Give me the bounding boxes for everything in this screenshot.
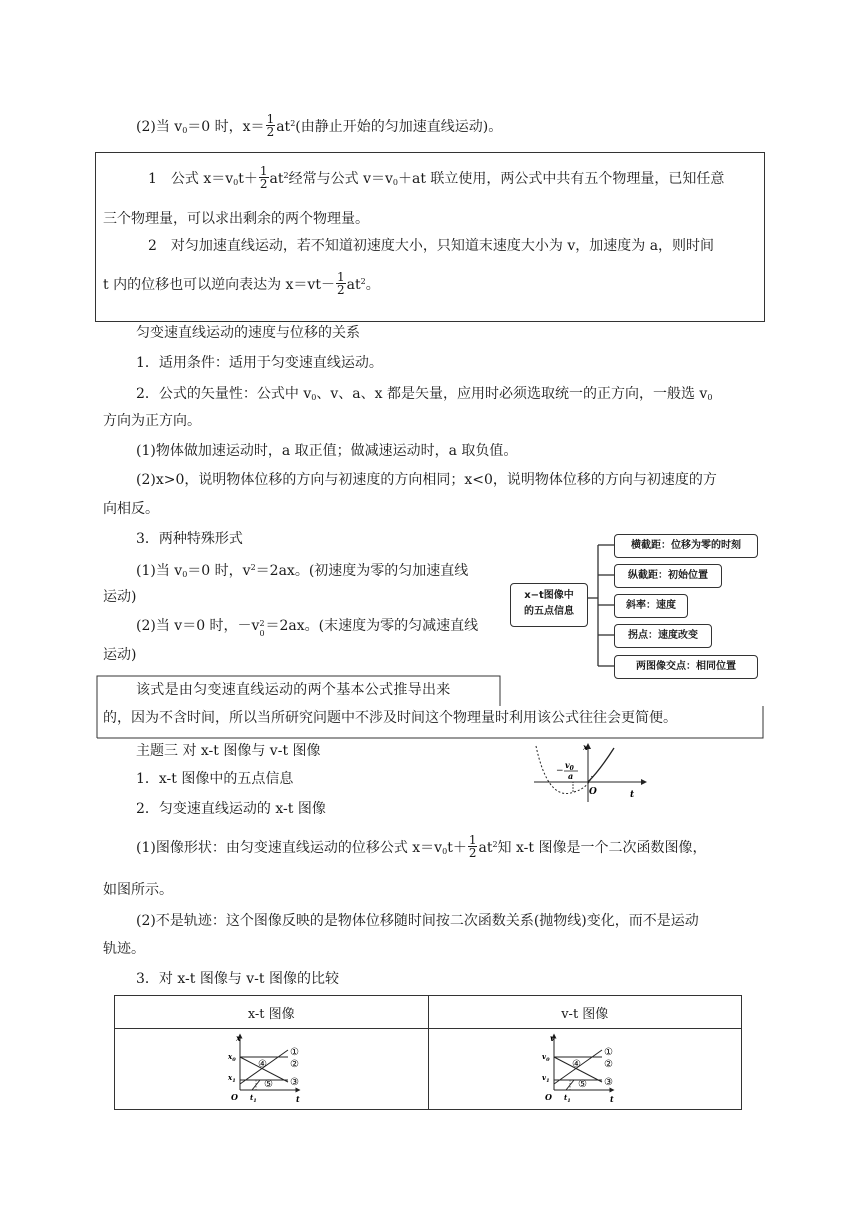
mindmap-node-slope: 斜率：速度 — [614, 594, 688, 618]
svg-text:③: ③ — [603, 1077, 613, 1088]
xt-lines-graph — [226, 1032, 316, 1106]
topic3-shape — [136, 832, 707, 862]
subscript: 0 — [182, 570, 188, 579]
mindmap-node-inflection: 拐点：速度改变 — [614, 624, 712, 648]
note2-line2: 的，因为不含时间，所以当所研究问题中不涉及时间这个物理量时利用该公式往往会更简便。 — [103, 710, 677, 726]
svg-text:x1: $x_1$ — [228, 1073, 236, 1084]
numerator: 1 — [266, 111, 275, 126]
vt-lines-graph — [540, 1032, 630, 1106]
text: 、v、a、x 都是矢量，应用时必须选取统一的正方向，一般选 v — [316, 386, 708, 402]
svg-text:①: ① — [603, 1047, 613, 1058]
text: at — [478, 840, 493, 856]
item-accel-sign: (1)物体做加速运动时，a 取正值；做减速运动时，a 取负值。 — [136, 443, 518, 459]
subscript: 0 — [259, 629, 265, 638]
note1-line2: 三个物理量，可以求出剩余的两个物理量。 — [103, 211, 369, 227]
topic3-compare: 3．对 x-t 图像与 v-t 图像的比较 — [136, 971, 339, 987]
svg-text:③: ③ — [290, 1077, 300, 1088]
item-x-sign: (2)x>0，说明物体位移的方向与初速度的方向相同；x<0，说明物体位移的方向与初速度的方 — [136, 472, 717, 488]
denominator: 2 — [336, 282, 345, 297]
item-special-form-2-cont: 运动) — [103, 647, 137, 663]
denominator: 2 — [266, 124, 275, 139]
subscript: 0 — [182, 126, 188, 135]
text: 1 公式 x＝v — [148, 171, 234, 187]
fraction — [468, 834, 478, 859]
svg-text:O: O — [544, 1092, 552, 1102]
topic3-item2: 2．匀变速直线运动的 x-t 图像 — [136, 801, 326, 817]
text: ＝0 时，v — [187, 563, 251, 579]
svg-text:t: t — [609, 1094, 614, 1104]
subscript: 0 — [707, 393, 713, 402]
text: at — [269, 171, 284, 187]
mindmap-center-line2: 的五点信息 — [524, 606, 574, 617]
item-special-forms: 3．两种特殊形式 — [136, 531, 243, 547]
text: 2．公式的矢量性：公式中 v — [136, 386, 312, 402]
topic3-title: 主题三 对 x-t 图像与 v-t 图像 — [136, 743, 321, 759]
note2-line1: 该式是由匀变速直线运动的两个基本公式推导出来 — [136, 682, 451, 698]
subscript: 0 — [392, 178, 398, 187]
numerator: 1 — [468, 832, 477, 847]
table-cell-xt-graph — [115, 1029, 429, 1110]
section-title: 匀变速直线运动的速度与位移的关系 — [136, 325, 360, 341]
svg-text:v1: $v_1$ — [541, 1073, 550, 1084]
svg-text:②: ② — [290, 1059, 300, 1070]
origin-label: O — [589, 787, 597, 797]
topic3-item1: 1．x-t 图像中的五点信息 — [136, 771, 294, 787]
table-cell-vt-graph — [428, 1029, 742, 1110]
item-special-form-1-cont: 运动) — [103, 589, 137, 605]
topic3-shape-cont: 如图所示。 — [103, 882, 173, 898]
item-x-sign-cont: 向相反。 — [103, 501, 159, 517]
numerator: 1 — [336, 269, 345, 284]
parabola-dashed — [536, 746, 592, 794]
vertex-num: $v_0$ — [565, 760, 574, 772]
table-header-xt: x-t 图像 — [115, 996, 429, 1029]
text: t＋ — [238, 171, 258, 187]
topic3-not-trajectory-cont: 轨迹。 — [103, 941, 145, 957]
subscript: 0 — [442, 847, 448, 856]
svg-text:O: O — [231, 1092, 239, 1102]
mindmap-node-horizontal-intercept: 横截距：位移为零的时刻 — [614, 534, 758, 558]
mindmap-node-intersection: 两图像交点：相同位置 — [614, 655, 758, 679]
superscript: 2 — [250, 563, 256, 572]
text: at — [346, 277, 361, 293]
mindmap-center-line1: x−t图像中 — [524, 590, 574, 601]
svg-text:t1: $t_1$ — [250, 1093, 257, 1104]
svg-text:v0: $v_0$ — [541, 1052, 550, 1063]
svg-text:x0: $x_0$ — [228, 1052, 236, 1063]
svg-text:t: t — [296, 1094, 300, 1104]
xt-parabola-figure — [532, 742, 662, 804]
numerator: 1 — [259, 163, 268, 178]
text: ＝2ax。(末速度为零的匀减速直线 — [265, 618, 479, 634]
denominator: 2 — [468, 845, 477, 860]
svg-text:t1: $t_1$ — [563, 1093, 571, 1104]
t-axis-label: t — [630, 790, 635, 800]
text: (1)当 v — [136, 563, 183, 579]
svg-text:④: ④ — [258, 1059, 268, 1070]
text: ＝0 时，x＝ — [187, 119, 265, 135]
table-header-vt: v-t 图像 — [428, 996, 742, 1029]
superscript: 2 — [492, 840, 498, 849]
text: 。 — [365, 277, 380, 293]
svg-text:⑤: ⑤ — [264, 1079, 274, 1090]
svg-text:⑤: ⑤ — [577, 1079, 587, 1090]
superscript: 2 — [259, 619, 265, 628]
subscript: 0 — [311, 393, 317, 402]
text: at — [276, 119, 291, 135]
note1-line3: 2 对匀加速直线运动，若不知道初速度大小，只知道末速度大小为 v，加速度为 a，则时间 — [148, 238, 715, 254]
comparison-table — [114, 995, 742, 1110]
text: (由静止开始的匀加速直线运动)。 — [295, 119, 503, 135]
text: (2)当 v — [136, 119, 183, 135]
text: t＋ — [447, 840, 467, 856]
superscript: 2 — [290, 119, 296, 128]
text: 知 x-t 图像是一个二次函数图像， — [497, 840, 707, 856]
text: (2)当 v＝0 时，－v — [136, 618, 260, 634]
svg-text:①: ① — [290, 1047, 300, 1058]
topic3-not-trajectory: (2)不是轨迹：这个图像反映的是物体位移随时间按二次函数关系(抛物线)变化，而不是运动 — [136, 913, 699, 929]
vertex-den: a — [568, 771, 574, 781]
denominator: 2 — [259, 176, 268, 191]
x-axis-label: x — [583, 742, 588, 752]
item-vector-nature-cont: 方向为正方向。 — [103, 413, 201, 429]
mindmap-node-vertical-intercept: 纵截距：初始位置 — [614, 564, 722, 588]
text: (1)图像形状：由匀变速直线运动的位移公式 x＝v — [136, 840, 443, 856]
svg-text:②: ② — [603, 1059, 613, 1070]
item-applicable-condition: 1．适用条件：适用于匀变速直线运动。 — [136, 355, 383, 371]
svg-text:x: x — [236, 1033, 242, 1043]
text: ＝2ax。(初速度为零的匀加速直线 — [255, 563, 469, 579]
svg-text:v: v — [549, 1033, 555, 1043]
svg-text:④: ④ — [571, 1059, 581, 1070]
minus-sign: − — [556, 766, 564, 776]
superscript: 2 — [283, 171, 289, 180]
superscript: 2 — [360, 277, 366, 286]
text: 经常与公式 v＝v — [288, 171, 393, 187]
text: ＋at 联立使用，两公式中共有五个物理量，已知任意 — [398, 171, 725, 187]
text: t 内的位移也可以逆向表达为 x＝vt－ — [103, 277, 335, 293]
subscript: 0 — [233, 178, 239, 187]
